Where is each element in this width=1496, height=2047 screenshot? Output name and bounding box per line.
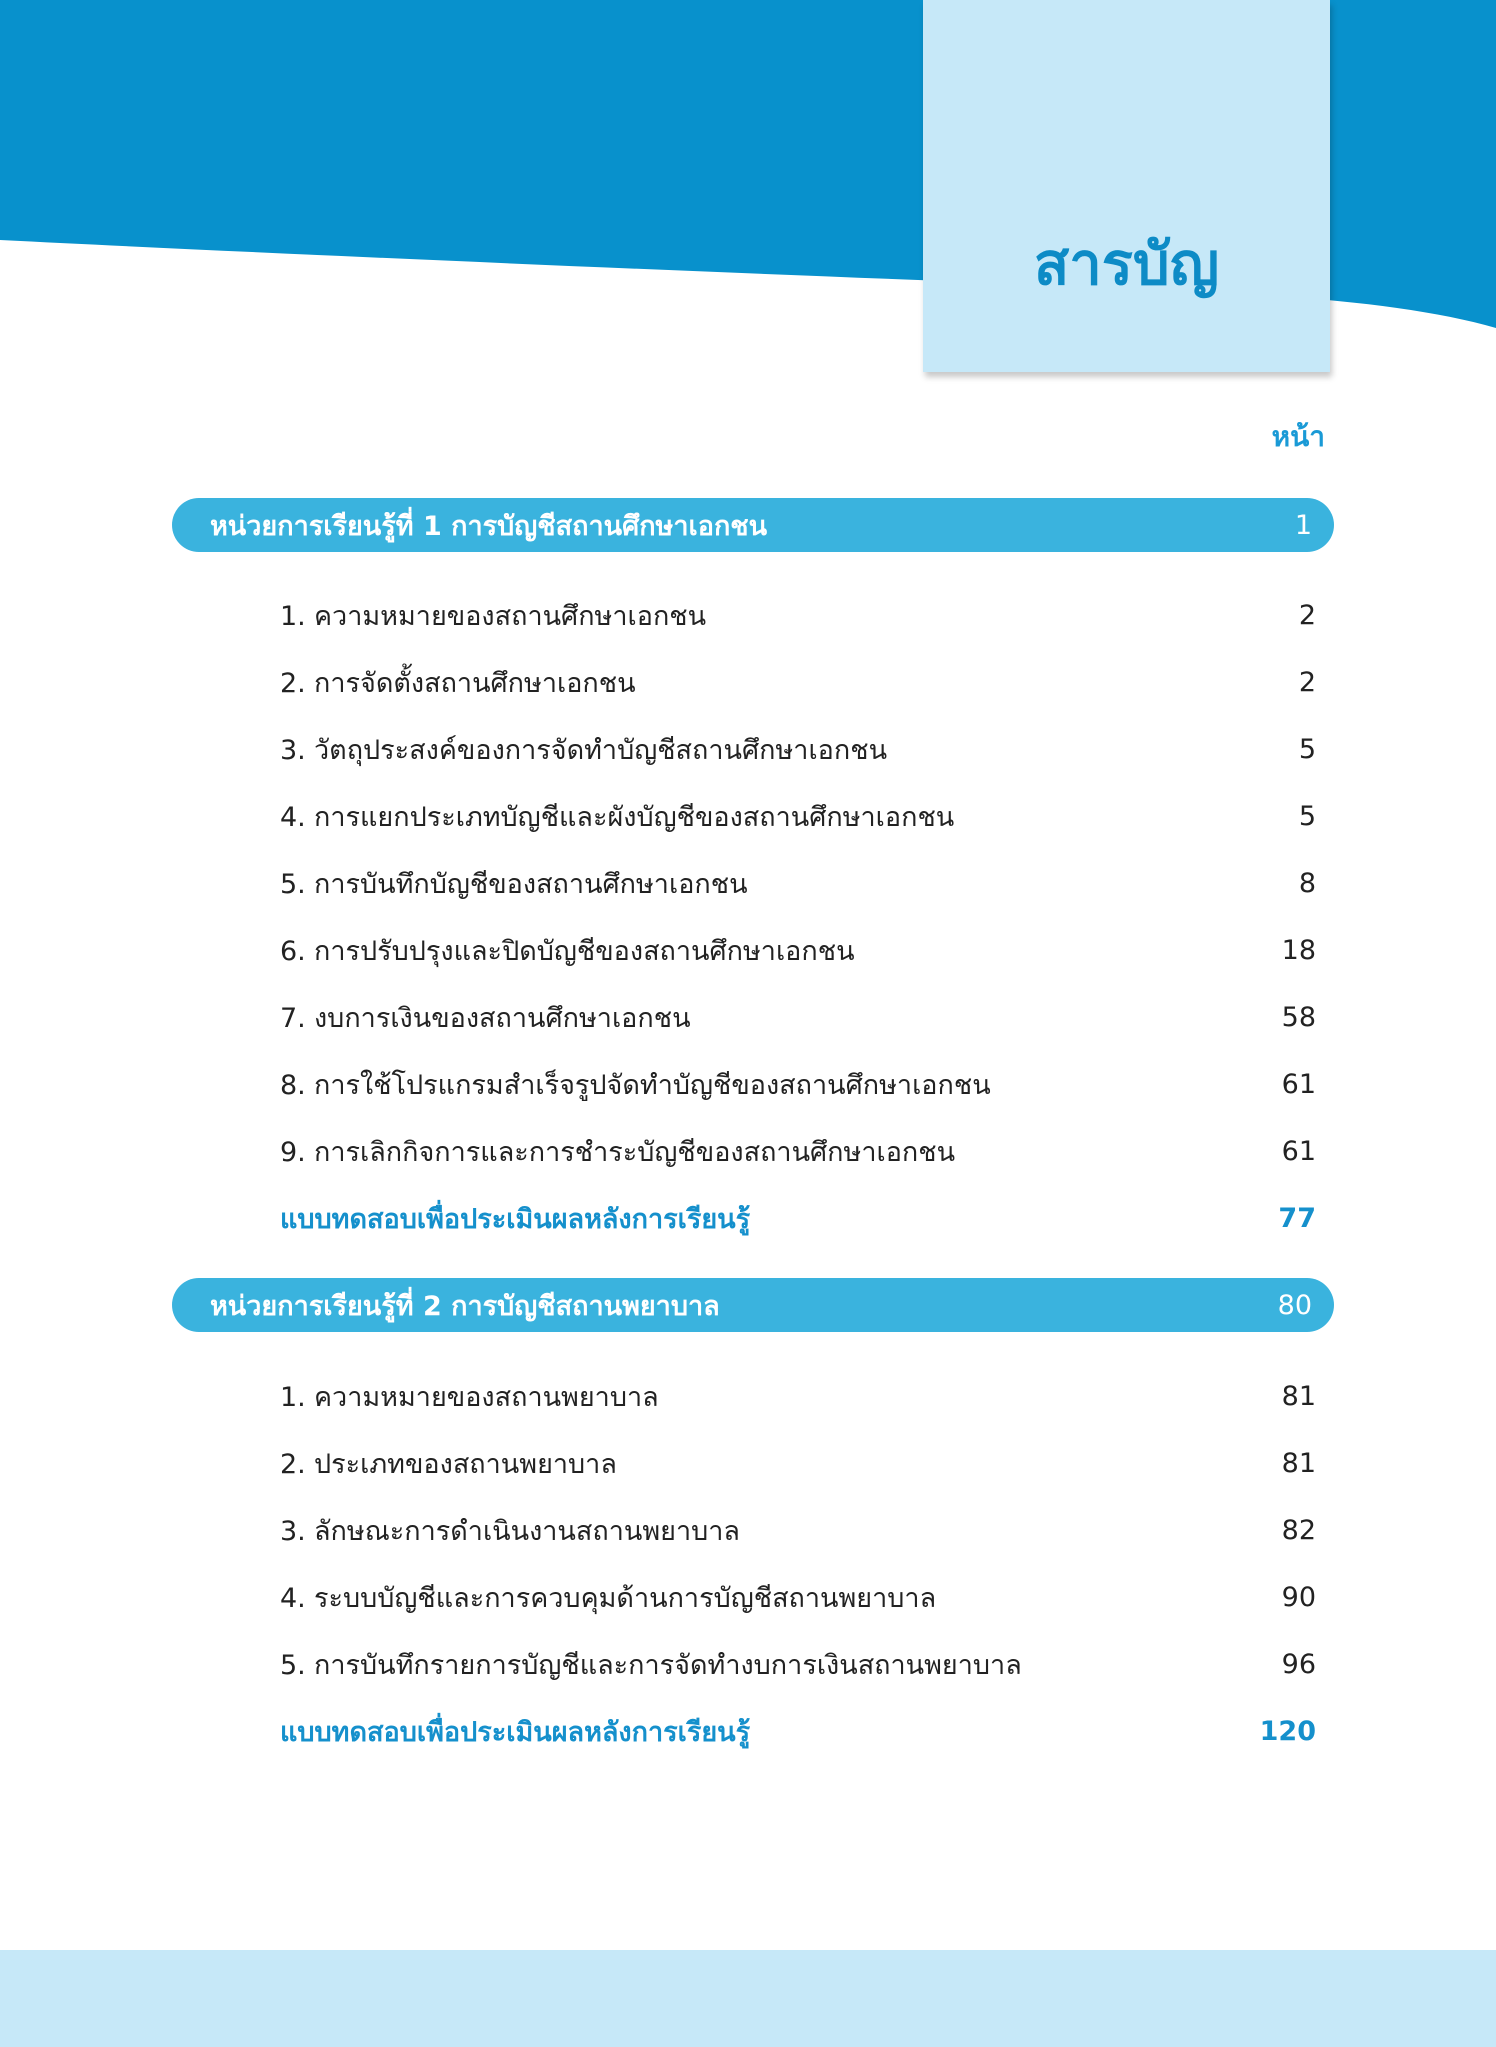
toc-item-text: การปรับปรุงและปิดบัญชีของสถานศึกษาเอกชน <box>314 936 855 967</box>
unit-page: 1 <box>1294 509 1312 541</box>
toc-item-text: งบการเงินของสถานศึกษาเอกชน <box>314 1003 691 1034</box>
bottom-band <box>0 1950 1496 2047</box>
toc-item-text: การจัดตั้งสถานศึกษาเอกชน <box>314 668 636 699</box>
toc-item-page: 81 <box>1281 1381 1316 1412</box>
toc-test-item[interactable] <box>280 1698 1316 1765</box>
toc-item-page: 82 <box>1281 1515 1316 1546</box>
toc-item-page: 8 <box>1298 868 1316 899</box>
toc-test-text: แบบทดสอบเพื่อประเมินผลหลังการเรียนรู้ <box>280 1717 751 1748</box>
unit-title: หน่วยการเรียนรู้ที่ 2 การบัญชีสถานพยาบาล <box>210 1290 720 1322</box>
toc-test-item[interactable] <box>280 1185 1316 1252</box>
toc-item[interactable]: 9. การเลิกกิจการและการชำระบัญชีของสถานศึกษาเอกชน 61 <box>280 1136 1316 1168</box>
toc-item-text: วัตถุประสงค์ของการจัดทำบัญชีสถานศึกษาเอกชน <box>314 735 888 766</box>
toc-item-text: การใช้โปรแกรมสำเร็จรูปจัดทำบัญชีของสถานศึกษาเอกชน <box>314 1070 991 1101</box>
toc-item[interactable]: 5. การบันทึกบัญชีของสถานศึกษาเอกชน 8 <box>280 868 1316 900</box>
toc-item[interactable]: 2. ประเภทของสถานพยาบาล 81 <box>280 1448 1316 1480</box>
toc-item[interactable]: 3. ลักษณะการดำเนินงานสถานพยาบาล 82 <box>280 1515 1316 1547</box>
toc-item-text: ลักษณะการดำเนินงานสถานพยาบาล <box>314 1516 740 1547</box>
toc-item-text: ความหมายของสถานศึกษาเอกชน <box>314 601 707 632</box>
toc-item[interactable]: 3. วัตถุประสงค์ของการจัดทำบัญชีสถานศึกษาเอกชน 5 <box>280 734 1316 766</box>
toc-item-page: 96 <box>1281 1649 1316 1680</box>
toc-item[interactable]: 4. การแยกประเภทบัญชีและผังบัญชีของสถานศึกษาเอกชน 5 <box>280 801 1316 833</box>
toc-item[interactable]: 5. การบันทึกรายการบัญชีและการจัดทำงบการเงินสถานพยาบาล 96 <box>280 1649 1316 1681</box>
toc-item[interactable]: 1. ความหมายของสถานพยาบาล 81 <box>280 1381 1316 1413</box>
toc-item-page: 2 <box>1298 600 1316 631</box>
unit-page: 80 <box>1277 1289 1312 1321</box>
toc-test-page: 77 <box>1278 1203 1316 1234</box>
toc-item[interactable]: 7. งบการเงินของสถานศึกษาเอกชน 58 <box>280 1002 1316 1034</box>
unit-2-list <box>280 1363 1316 1765</box>
toc-item-page: 61 <box>1281 1136 1316 1167</box>
toc-test-page: 120 <box>1259 1716 1316 1747</box>
toc-item[interactable]: 4. ระบบบัญชีและการควบคุมด้านการบัญชีสถานพยาบาล 90 <box>280 1582 1316 1614</box>
toc-item-page: 58 <box>1281 1002 1316 1033</box>
toc-item-text: การบันทึกรายการบัญชีและการจัดทำงบการเงินสถานพยาบาล <box>314 1650 1022 1681</box>
toc-item-page: 90 <box>1281 1582 1316 1613</box>
toc-item[interactable]: 6. การปรับปรุงและปิดบัญชีของสถานศึกษาเอกชน 18 <box>280 935 1316 967</box>
toc-item-page: 81 <box>1281 1448 1316 1479</box>
unit-1-list <box>280 582 1316 1252</box>
toc-item-text: ความหมายของสถานพยาบาล <box>314 1382 659 1413</box>
unit-header-1[interactable] <box>172 498 1334 552</box>
page-column-label: หน้า <box>1271 420 1325 453</box>
page-title: สารบัญ <box>1033 229 1220 298</box>
toc-item[interactable]: 8. การใช้โปรแกรมสำเร็จรูปจัดทำบัญชีของสถานศึกษาเอกชน 61 <box>280 1069 1316 1101</box>
toc-item-text: ประเภทของสถานพยาบาล <box>314 1449 617 1480</box>
toc-test-text: แบบทดสอบเพื่อประเมินผลหลังการเรียนรู้ <box>280 1204 751 1235</box>
unit-header-2[interactable] <box>172 1278 1334 1332</box>
unit-title: หน่วยการเรียนรู้ที่ 1 การบัญชีสถานศึกษาเอกชน <box>210 510 768 542</box>
toc-item-text: การแยกประเภทบัญชีและผังบัญชีของสถานศึกษาเอกชน <box>314 802 955 833</box>
toc-item-page: 5 <box>1298 801 1316 832</box>
toc-item-text: การบันทึกบัญชีของสถานศึกษาเอกชน <box>314 869 748 900</box>
toc-item-page: 5 <box>1298 734 1316 765</box>
toc-item[interactable]: 1. ความหมายของสถานศึกษาเอกชน 2 <box>280 600 1316 632</box>
toc-item-page: 61 <box>1281 1069 1316 1100</box>
toc-item-page: 18 <box>1281 935 1316 966</box>
toc-item-page: 2 <box>1298 667 1316 698</box>
toc-item-text: การเลิกกิจการและการชำระบัญชีของสถานศึกษาเอกชน <box>314 1137 956 1168</box>
toc-item[interactable]: 2. การจัดตั้งสถานศึกษาเอกชน 2 <box>280 667 1316 699</box>
toc-item-text: ระบบบัญชีและการควบคุมด้านการบัญชีสถานพยาบาล <box>314 1583 937 1614</box>
title-box <box>923 0 1330 372</box>
